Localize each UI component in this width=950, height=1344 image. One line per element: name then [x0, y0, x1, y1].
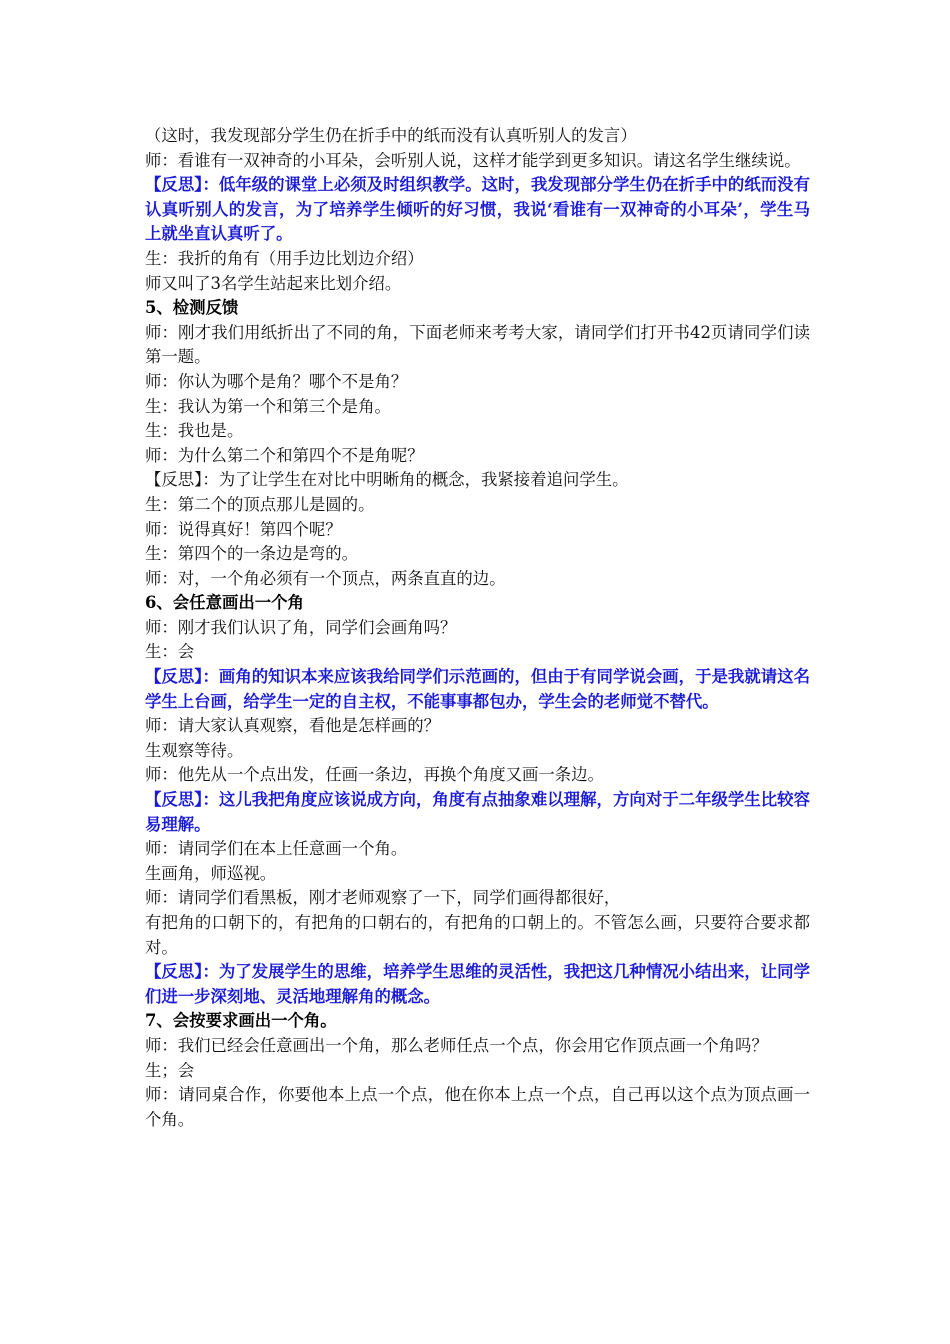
- text-line: 师：说得真好！第四个呢？: [145, 519, 342, 539]
- text-line: （这时，我发现部分学生仍在折手中的纸而没有认真听别人的发言）: [145, 126, 637, 145]
- reflection-paragraph: 【反思】：低年级的课堂上必须及时组织教学。这时，我发现部分学生仍在折手中的纸而没有认真听别人的发言，为了培养学生倾听的好习惯，我说‘看谁有一双神奇的小耳朵’，学生马上就坐直认真听了。: [145, 175, 810, 244]
- text-line: 师：请大家认真观察，看他是怎样画的？: [145, 716, 441, 736]
- text-line: 【反思】：为了让学生在对比中明晰角的概念，我紧接着追问学生。: [145, 470, 629, 490]
- text-line: 师：刚才我们认识了角，同学们会画角吗？: [145, 617, 457, 637]
- text-line: 生：我也是。: [145, 421, 244, 441]
- reflection-paragraph: 【反思】：这儿我把角度应该说成方向，角度有点抽象难以理解，方向对于二年级学生比较容易理解。: [145, 790, 810, 834]
- text-line: 生观察等待。: [145, 740, 244, 760]
- text-line: 师：我们已经会任意画出一个角，那么老师任点一个点，你会用它作顶点画一个角吗？: [145, 1035, 768, 1055]
- section-heading: 5、检测反馈: [145, 298, 239, 318]
- text-line: 师：对，一个角必须有一个顶点，两条直直的边。: [145, 568, 506, 588]
- text-line: 生；会: [145, 1060, 195, 1080]
- text-line: 生画角，师巡视。: [145, 863, 277, 883]
- text-line: 生：第二个的顶点那儿是圆的。: [145, 494, 375, 514]
- reflection-paragraph: 【反思】：为了发展学生的思维，培养学生思维的灵活性，我把这几种情况小结出来，让同学们进一步深刻地、灵活地理解角的概念。: [145, 962, 810, 1006]
- text-line: 师又叫了3名学生站起来比划介绍。: [145, 273, 402, 293]
- text-line: 生：会: [145, 642, 195, 662]
- text-line: 师：请同桌合作，你要他本上点一个点，他在你本上点一个点，自己再以这个点为顶点画一个角。: [145, 1085, 810, 1129]
- text-line: 师：刚才我们用纸折出了不同的角，下面老师来考考大家，请同学们打开书42页请同学们读第一题。: [145, 322, 810, 367]
- text-line: 师：他先从一个点出发，任画一条边，再换个角度又画一条边。: [145, 765, 604, 785]
- text-line: 生：第四个的一条边是弯的。: [145, 544, 359, 564]
- text-line: 师：请同学们看黑板，刚才老师观察了一下，同学们画得都很好，: [145, 888, 621, 908]
- section-heading: 6、会任意画出一个角: [145, 593, 304, 613]
- text-line: 生：我折的角有（用手边比划边介绍）: [145, 248, 424, 268]
- text-line: 生：我认为第一个和第三个是角。: [145, 396, 391, 416]
- reflection-paragraph: 【反思】：画角的知识本来应该我给同学们示范画的，但由于有同学说会画，于是我就请这名学生上台画，给学生一定的自主权，不能事事都包办，学生会的老师觉不替代。: [145, 667, 810, 711]
- text-line: 师：为什么第二个和第四个不是角呢？: [145, 445, 424, 465]
- section-heading: 7、会按要求画出一个角。: [145, 1011, 337, 1031]
- text-line: 师：看谁有一双神奇的小耳朵，会听别人说，这样才能学到更多知识。请这名学生继续说。: [145, 150, 801, 170]
- text-line: 有把角的口朝下的，有把角的口朝右的，有把角的口朝上的。不管怎么画，只要符合要求都对。: [145, 913, 810, 957]
- text-line: 师：请同学们在本上任意画一个角。: [145, 839, 408, 859]
- text-line: 师：你认为哪个是角？哪个不是角？: [145, 371, 408, 391]
- document-page: [145, 124, 810, 1132]
